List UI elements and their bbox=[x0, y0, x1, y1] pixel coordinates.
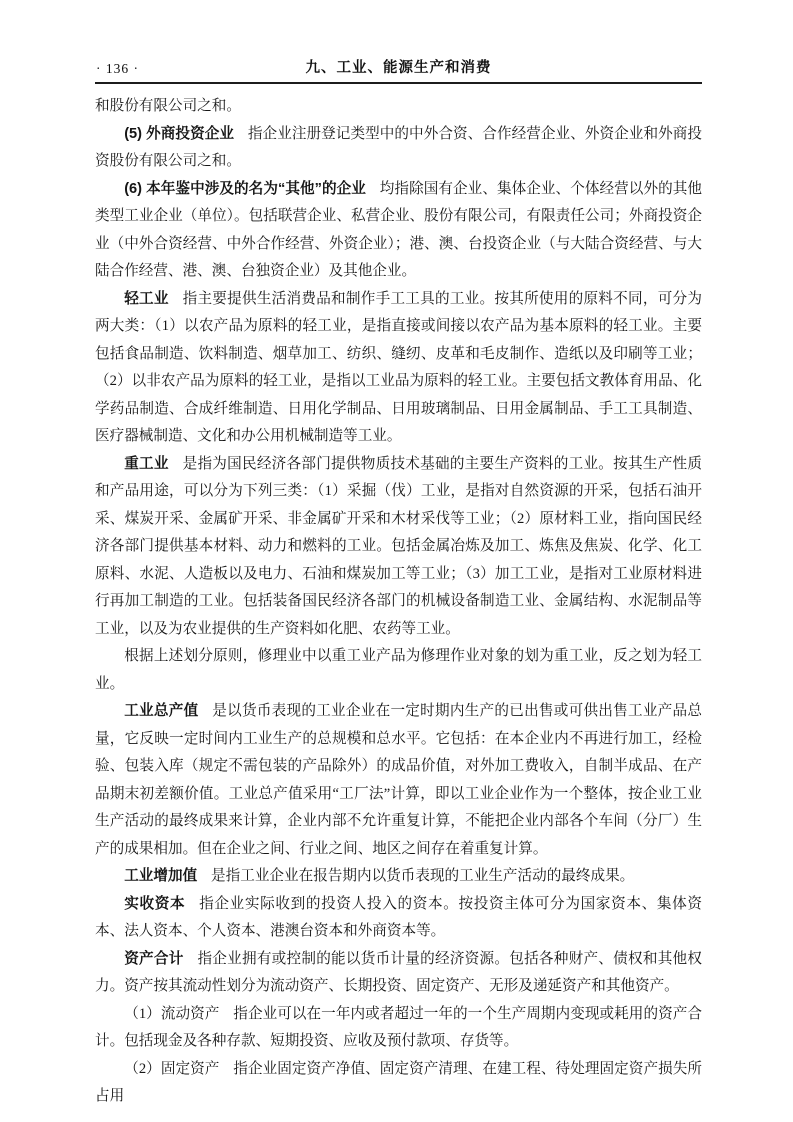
para-total-assets bbox=[95, 946, 702, 1001]
para-industrial-value-added bbox=[95, 863, 702, 891]
para-continuation bbox=[95, 93, 702, 121]
para-heavy-industry bbox=[95, 451, 702, 644]
term-label: (6) 本年鉴中涉及的名为“其他”的企业 bbox=[124, 180, 366, 197]
paragraph-text: 指主要提供生活消费品和制作手工工具的工业。按其所使用的原料不同，可分为两大类：（1）以农产品为原料的轻工业，是指直接或间接以农产品为基本原料的轻工业。主要包括食品制造、饮料制造、烟草加工、纺织、缝纫、皮革和毛皮制作、造纸以及印刷等工业；（2）以非农产品为原料的轻工业，是指以工业品为原料的轻工业。主要包括文教体育用品、化学药品制造、合成纤维制造、日用化学制品、日用玻璃制品、日用金属制品、手工工具制造、医疗器械制造、文化和办公用机械制造等工业。 bbox=[95, 290, 702, 444]
para-light-industry bbox=[95, 286, 702, 451]
glossary-body bbox=[95, 93, 702, 1111]
para-repair-classification bbox=[95, 643, 702, 698]
para-foreign-invested-enterprise bbox=[95, 121, 702, 176]
para-gross-industrial-output-value bbox=[95, 698, 702, 863]
term-label: 工业总产值 bbox=[124, 703, 199, 719]
para-paid-in-capital bbox=[95, 891, 702, 946]
paragraph-text: 指企业固定资产净值、固定资产清理、在建工程、待处理固定资产损失所占用 bbox=[95, 1060, 702, 1104]
paragraph-text: 均指除国有企业、集体企业、个体经营以外的其他类型工业企业（单位）。包括联营企业、私营企业、股份有限公司，有限责任公司；外商投资企业（中外合资经营、中外合作经营、外资企业）；港、澳、台投资企业（与大陆合资经营、与大陆合作经营、港、澳、台独资企业）及其他企业。 bbox=[95, 180, 702, 279]
paragraph-text: 是指工业企业在报告期内以货币表现的工业生产活动的最终成果。 bbox=[211, 868, 635, 884]
chapter-title: 九、工业、能源生产和消费 bbox=[305, 60, 492, 76]
paragraph-text: 根据上述划分原则，修理业中以重工业产品为修理作业对象的划为重工业，反之划为轻工业。 bbox=[95, 648, 702, 692]
term-label: 资产合计 bbox=[124, 950, 184, 967]
term-label: 工业增加值 bbox=[124, 868, 198, 884]
page-number: · 136 · bbox=[96, 61, 139, 76]
paragraph-text: 是以货币表现的工业企业在一定时期内生产的已出售或可供出售工业产品总量，它反映一定时间内工业生产的总规模和总水平。它包括：在本企业内不再进行加工，经检验、包装入库（规定不需包装的产品除外）的成品价值，对外加工费收入，自制半成品、在产品期末初差额价值。工业总产值采用“工厂法”计算，即以工业企业作为一个整体，按企业工业生产活动的最终成果来计算，企业内部不允许重复计算，不能把企业内部各个车间（分厂）生产的成果相加。但在企业之间、行业之间、地区之间存在着重复计算。 bbox=[95, 703, 702, 857]
term-label: (5) 外商投资企业 bbox=[124, 125, 235, 142]
para-other-enterprises bbox=[95, 176, 702, 286]
term-label: 重工业 bbox=[124, 455, 169, 472]
para-fixed-assets bbox=[95, 1056, 702, 1111]
term-label: （1）流动资产 bbox=[124, 1005, 220, 1022]
term-label: 实收资本 bbox=[124, 895, 186, 912]
paragraph-text: 指企业实际收到的投资人投入的资本。按投资主体可分为国家资本、集体资本、法人资本、个人资本、港澳台资本和外商资本等。 bbox=[95, 895, 702, 939]
para-current-assets bbox=[95, 1001, 702, 1056]
paragraph-text: 是指为国民经济各部门提供物质技术基础的主要生产资料的工业。按其生产性质和产品用途，可以分为下列三类：（1）采掘（伐）工业，是指对自然资源的开采，包括石油开采、煤炭开采、金属矿开采、非金属矿开采和木材采伐等工业；（2）原材料工业，指向国民经济各部门提供基本材料、动力和燃料的工业。包括金属冶炼及加工、炼焦及焦炭、化学、化工原料、水泥、人造板以及电力、石油和煤炭加工等工业；（3）加工工业，是指对工业原材料进行再加工制造的工业。包括装备国民经济各部门的机械设备制造工业、金属结构、水泥制品等工业，以及为农业提供的生产资料如化肥、农药等工业。 bbox=[95, 455, 702, 637]
paragraph-text: 指企业注册登记类型中的中外合资、合作经营企业、外资企业和外商投资股份有限公司之和。 bbox=[95, 125, 702, 169]
term-label: （2）固定资产 bbox=[124, 1060, 220, 1077]
term-label: 轻工业 bbox=[124, 290, 169, 307]
paragraph-text: 指企业拥有或控制的能以货币计量的经济资源。包括各种财产、债权和其他权力。资产按其流动性划分为流动资产、长期投资、固定资产、无形及递延资产和其他资产。 bbox=[95, 950, 702, 994]
paragraph-text: 指企业可以在一年内或者超过一年的一个生产周期内变现或耗用的资产合计。包括现金及各种存款、短期投资、应收及预付款项、存货等。 bbox=[95, 1005, 702, 1049]
running-header bbox=[95, 60, 702, 84]
page-content bbox=[95, 60, 702, 1111]
paragraph-text: 和股份有限公司之和。 bbox=[95, 98, 241, 114]
